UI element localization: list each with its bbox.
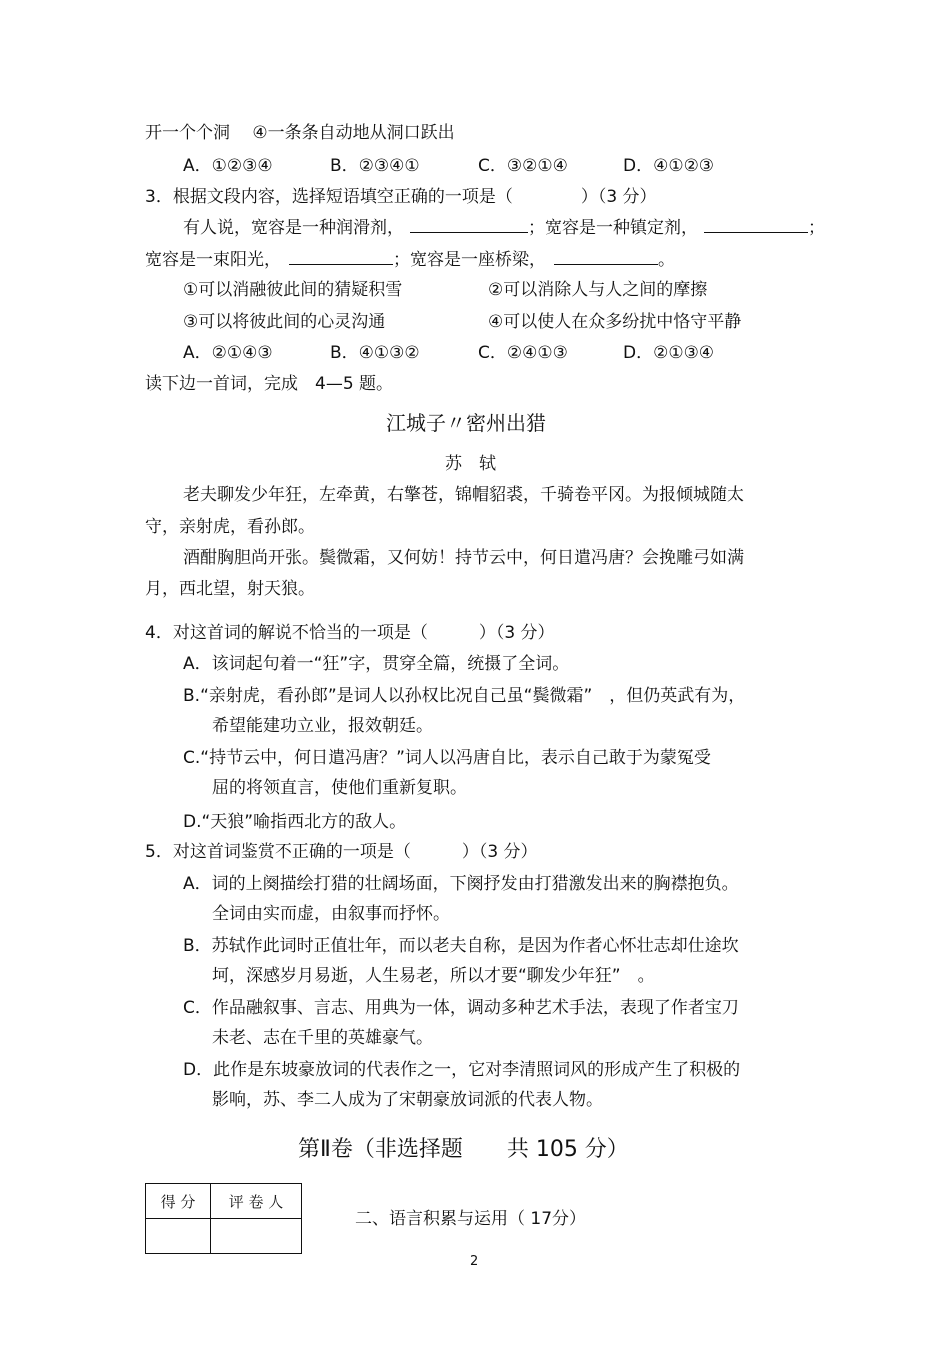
score-table: [145, 1183, 302, 1254]
q3-text-6: 。: [658, 250, 675, 270]
q2-option-a: A．①②③④: [183, 156, 273, 176]
q4-option-d: D.“天狼”喻指西北方的敌人。: [183, 812, 407, 832]
reading-intro: 读下边一首词，完成 4—5 题。: [145, 374, 394, 394]
poem-line-2: 守，亲射虎，看孙郎。: [145, 517, 315, 537]
section-title: 二、语言积累与运用（ 17分）: [355, 1209, 587, 1229]
q4-stem: 4．对这首词的解说不恰当的一项是（ ）（3 分）: [145, 623, 555, 643]
poem-author: 苏 轼: [445, 454, 496, 474]
q3-text-4: 宽容是一束阳光，: [145, 250, 281, 270]
poem-line-3: 酒酣胸胆尚开张。鬓微霜，又何妨！持节云中，何日遣冯唐？会挽雕弓如满: [183, 548, 744, 568]
q3-text-1: 有人说，宽容是一种润滑剂，: [183, 218, 404, 238]
q2-option-c: C．③②①④: [478, 156, 568, 176]
q4-option-b-line-2: 希望能建功立业，报效朝廷。: [212, 716, 433, 736]
q3-text-line-2: [145, 248, 675, 271]
poem-title: 江城子〃密州出猎: [386, 411, 546, 435]
q5-option-a-line-2: 全词由实而虚，由叙事而抒怀。: [212, 904, 450, 924]
q3-blank-4: [554, 248, 658, 265]
score-table-header-grader: 评 卷 人: [211, 1184, 302, 1219]
q3-text-line-1: [183, 216, 825, 239]
q4-option-c-line-2: 屈的将领直言，使他们重新复职。: [212, 778, 467, 798]
part2-heading: 第Ⅱ卷（非选择题 共 105 分）: [298, 1137, 629, 1162]
q3-option-a: A．②①④③: [183, 343, 273, 363]
q4-option-b-line-1: B.“亲射虎，看孙郎”是词人以孙权比况自己虽“鬓微霜” ，但仍英武有为，: [183, 686, 746, 706]
q4-option-a: A．该词起句着一“狂”字，贯穿全篇，统摄了全词。: [183, 654, 570, 674]
q5-option-b-line-2: 坷，深感岁月易逝，人生易老，所以才要“聊发少年狂” 。: [212, 966, 655, 986]
q3-blank-1: [410, 216, 528, 233]
q3-choice-1: ①可以消融彼此间的猜疑积雪: [183, 280, 403, 300]
q3-choice-4: ④可以使人在众多纷扰中恪守平静: [488, 312, 742, 332]
poem-line-1: 老夫聊发少年狂，左牵黄，右擎苍，锦帽貂裘，千骑卷平冈。为报倾城随太: [183, 485, 744, 505]
q3-text-2: ；宽容是一种镇定剂，: [528, 218, 698, 238]
q3-choice-3: ③可以将彼此间的心灵沟通: [183, 312, 386, 332]
q5-option-c-line-1: C．作品融叙事、言志、用典为一体，调动多种艺术手法，表现了作者宝刀: [183, 998, 739, 1018]
grader-cell: [211, 1219, 302, 1254]
q4-option-c-line-1: C.“持节云中，何日遣冯唐？”词人以冯唐自比，表示自己敢于为蒙冤受: [183, 748, 711, 768]
q3-option-b: B．④①③②: [330, 343, 420, 363]
q5-option-d-line-2: 影响，苏、李二人成为了宋朝豪放词派的代表人物。: [212, 1090, 603, 1110]
q5-option-b-line-1: B．苏轼作此词时正值壮年，而以老夫自称，是因为作者心怀壮志却仕途坎: [183, 936, 739, 956]
q3-option-c: C．②④①③: [478, 343, 568, 363]
page-number: 2: [470, 1254, 479, 1269]
q5-option-d-line-1: D．此作是东坡豪放词的代表作之一，它对李清照词风的形成产生了积极的: [183, 1060, 741, 1080]
q3-option-d: D．②①③④: [623, 343, 715, 363]
q5-option-c-line-2: 未老、志在千里的英雄豪气。: [212, 1028, 433, 1048]
score-table-header-score: 得 分: [146, 1184, 211, 1219]
q5-stem: 5．对这首词鉴赏不正确的一项是（ ）（3 分）: [145, 842, 538, 862]
q2-option-d: D．④①②③: [623, 156, 715, 176]
q3-choice-2: ②可以消除人与人之间的摩擦: [488, 280, 708, 300]
score-cell: [146, 1219, 211, 1254]
q2-tail-line: 开一个个洞 ④一条条自动地从洞口跃出: [145, 123, 455, 143]
q3-blank-3: [289, 248, 393, 265]
q3-text-5: ；宽容是一座桥梁，: [393, 250, 546, 270]
q3-text-3: ；: [808, 218, 825, 238]
q3-blank-2: [704, 216, 808, 233]
poem-line-4: 月，西北望，射天狼。: [145, 579, 315, 599]
q3-stem: 3．根据文段内容，选择短语填空正确的一项是（ ）（3 分）: [145, 187, 657, 207]
q2-option-b: B．②③④①: [330, 156, 420, 176]
q5-option-a-line-1: A．词的上阕描绘打猎的壮阔场面，下阕抒发由打猎激发出来的胸襟抱负。: [183, 874, 739, 894]
